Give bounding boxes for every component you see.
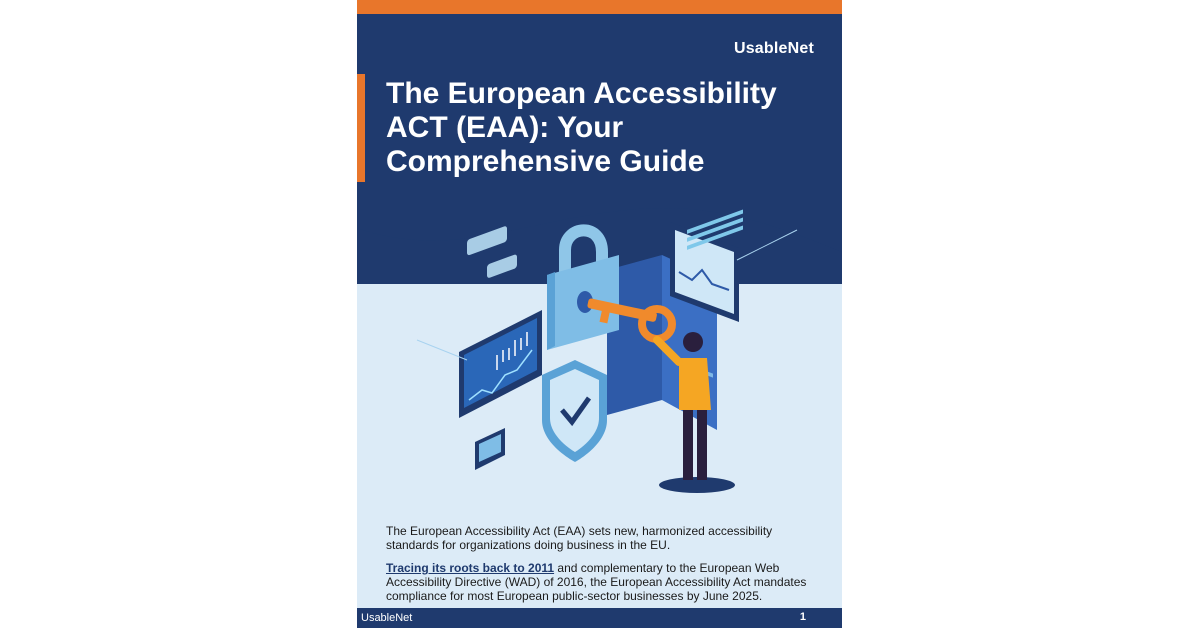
card-panel <box>475 428 505 470</box>
intro-text <box>386 524 826 612</box>
padlock-icon <box>547 230 619 350</box>
document-page <box>357 0 842 628</box>
intro-paragraph-1: The European Accessibility Act (EAA) sets new, harmonized accessibility standards for organizations doing business in the EU. <box>386 524 773 552</box>
title-line-2: ACT (EAA): Your <box>386 111 624 144</box>
intro-paragraph-2 <box>386 561 826 603</box>
intro-paragraph-2-text: and complementary to the European Web Accessibility Directive (WAD) of 2016, the European Accessibility Act mandates compliance for most European public-sector businesses by June 2025. <box>386 561 807 603</box>
roots-link[interactable]: Tracing its roots back to 2011 <box>386 561 555 575</box>
security-illustration <box>357 200 842 510</box>
footer-brand: UsableNet <box>361 612 413 624</box>
page-footer <box>357 608 842 628</box>
title-line-1: The European Accessibility <box>386 77 777 110</box>
brand-logo: UsableNet <box>733 40 814 57</box>
stock-chart-panel <box>459 310 542 418</box>
title-line-3: Comprehensive Guide <box>386 145 705 178</box>
page-number: 1 <box>799 611 806 623</box>
title-accent-bar <box>357 74 365 182</box>
shield-check-icon <box>542 360 607 462</box>
document-title <box>386 77 826 179</box>
background-panels <box>467 200 533 279</box>
top-accent-bar <box>357 0 842 14</box>
